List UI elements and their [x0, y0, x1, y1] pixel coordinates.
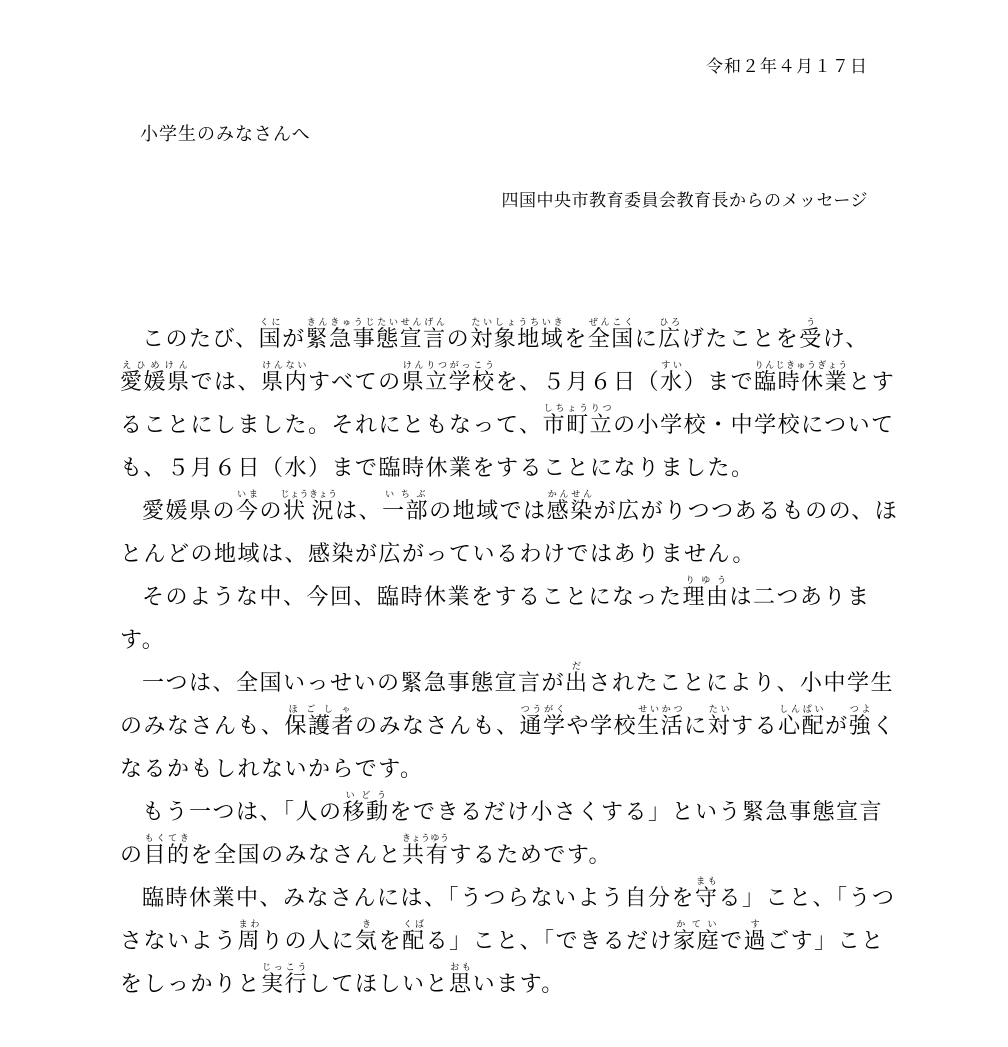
text-run: のみなさんも、 [355, 714, 520, 739]
text-run: りの人に [261, 929, 356, 954]
furigana-word: 今いま [236, 490, 260, 524]
text-run: するためです。 [449, 843, 613, 868]
text-run: をできるだけ小さくする」という緊急事態宣言の [120, 800, 884, 868]
text-run: る」こと、「うつさないよう [120, 886, 896, 954]
text-run: の小学校・中学校についても、５月６日（水）まで臨時休業をすることになりました。 [120, 413, 895, 481]
message-body [120, 318, 900, 1006]
text-run: ごす」ことをしっかりと [120, 929, 885, 997]
furigana-word: 周まわ [237, 920, 262, 954]
text-run: そのような中、今回、臨時休業をすることになった [142, 585, 683, 610]
text-run: を [564, 327, 588, 352]
furigana-word: 緊急事態宣言きんきゅうじたいせんげん [305, 318, 447, 352]
sender-line: 四国中央市教育委員会教育長からのメッセージ [501, 191, 868, 211]
text-run: を全国のみなさんと [190, 843, 403, 868]
furigana-word: 水すい [660, 361, 684, 395]
text-run: くなるかもしれないからです。 [120, 714, 896, 782]
furigana-word: 受う [799, 318, 823, 352]
furigana-word: 家庭かてい [673, 920, 721, 954]
furigana-word: 通学つうがく [519, 705, 567, 739]
furigana-word: 感染かんせん [546, 490, 594, 524]
addressee-line: 小学生のみなさんへ [140, 124, 311, 145]
furigana-word: 一部いちぶ [382, 490, 430, 524]
text-run: け、 [822, 327, 869, 352]
furigana-word: 対たい [707, 705, 732, 739]
furigana-word: 目的もくてき [143, 834, 191, 868]
text-run: する [731, 714, 779, 739]
text-run: に [634, 327, 659, 352]
paragraph [120, 490, 900, 576]
furigana-word: 生活せいかつ [637, 705, 685, 739]
furigana-word: 守まも [695, 877, 719, 911]
furigana-word: 強つよ [848, 705, 873, 739]
furigana-word: 過す [743, 920, 768, 954]
paragraph [120, 662, 900, 791]
text-run: 愛媛県の [142, 499, 237, 524]
text-run: が [282, 327, 306, 352]
furigana-word: 臨時休業りんじきゅうぎょう [754, 361, 849, 395]
paragraph [120, 576, 900, 662]
text-run: もう一つは、「人の [142, 800, 343, 825]
furigana-word: 思おも [449, 963, 473, 997]
text-run: の [259, 499, 284, 524]
furigana-word: 心配しんぱい [778, 705, 826, 739]
text-run: 一つは、全国いっせいの緊急事態宣言が [142, 671, 566, 696]
text-run: 臨時休業中、みなさんには、「うつらないよう自分を [142, 886, 696, 911]
furigana-word: 対象地域たいしょうちいき [470, 318, 565, 352]
furigana-word: 出だ [565, 662, 589, 696]
furigana-word: 愛媛県えひめけん [120, 361, 191, 395]
text-run: されたことにより、小中学生のみなさんも、 [120, 671, 895, 739]
text-run: とすることにしました。それにともなって、 [120, 370, 896, 438]
text-run: で [720, 929, 744, 954]
furigana-word: 全国ぜんこく [587, 318, 635, 352]
text-run: してほしいと [308, 972, 450, 997]
furigana-word: 共有きょうゆう [401, 834, 450, 868]
text-run: が [825, 714, 849, 739]
text-run: げたことを [681, 327, 800, 352]
furigana-word: 状況じょうきょう [280, 490, 338, 524]
furigana-word: 県立学校けんりつがっこう [401, 361, 496, 395]
text-run: の [446, 327, 471, 352]
text-run: や学校 [566, 714, 638, 739]
furigana-word: 広ひろ [658, 318, 682, 352]
furigana-word: 気き [355, 920, 379, 954]
text-run: います。 [472, 972, 565, 997]
text-run: は二つあります。 [120, 585, 871, 653]
furigana-word: 配くば [402, 920, 426, 954]
document-date: 令和２年４月１７日 [706, 57, 868, 77]
paragraph [120, 877, 900, 1006]
text-run: このたび、 [142, 327, 259, 352]
furigana-word: 保護者ほごしゃ [284, 705, 356, 739]
text-run: すべての [308, 370, 402, 395]
text-run: る」こと、「できるだけ [425, 929, 674, 954]
paragraph [120, 318, 900, 490]
text-run: を [378, 929, 403, 954]
furigana-word: 実行じっこう [261, 963, 309, 997]
furigana-word: 移動いどう [342, 791, 390, 825]
furigana-word: 市町立しちょうりつ [542, 404, 614, 438]
text-run: の地域では [429, 499, 547, 524]
text-run: では、 [190, 370, 262, 395]
text-run: を、５月６日（ [495, 370, 661, 395]
text-run: が広がりつつあるものの、ほとんどの地域は、感染が広がっているわけではありません。 [120, 499, 899, 567]
paragraph [120, 791, 900, 877]
text-run: ）まで [683, 370, 755, 395]
furigana-word: 県内けんない [261, 361, 309, 395]
furigana-word: 国くに [258, 318, 283, 352]
text-run: に [684, 714, 708, 739]
text-run: は、 [335, 499, 383, 524]
furigana-word: 理由りゆう [682, 576, 730, 610]
